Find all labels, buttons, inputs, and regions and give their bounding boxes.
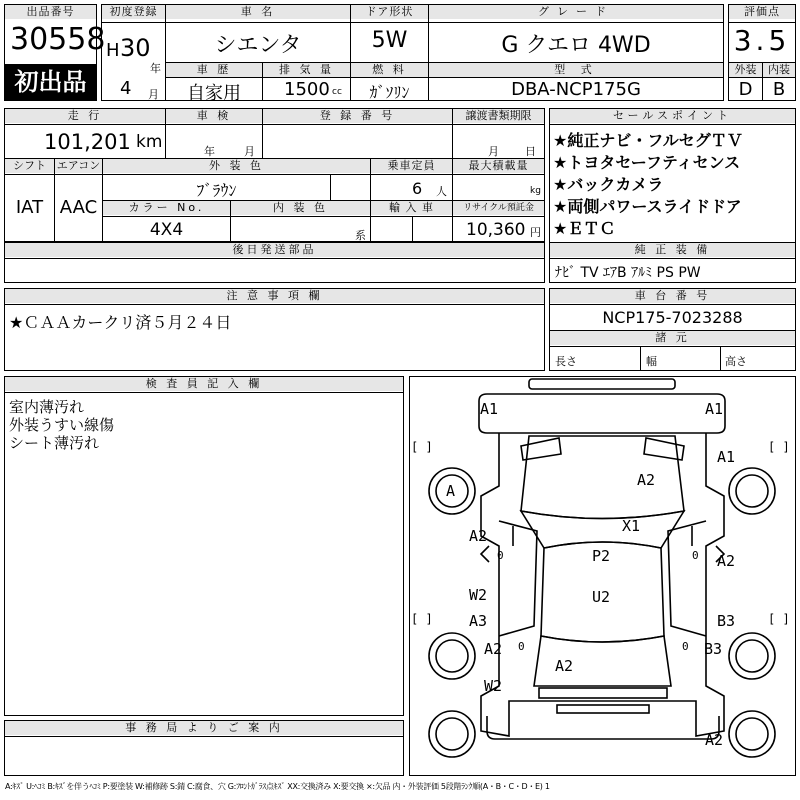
color-no-label: カラー No. bbox=[103, 201, 230, 215]
damage-mark: A1 bbox=[717, 448, 736, 466]
first-reg-month: 4 bbox=[120, 78, 132, 99]
damage-mark: X1 bbox=[622, 517, 641, 535]
selling-point: ★バックカメラ bbox=[553, 175, 664, 194]
chassis-number: NCP175-7023288 bbox=[602, 308, 743, 327]
damage-mark: 0 bbox=[518, 640, 525, 653]
damage-mark: A1 bbox=[705, 400, 724, 418]
year-unit: 年 bbox=[150, 62, 161, 75]
fuel: ｶﾞｿﾘﾝ bbox=[369, 83, 410, 102]
damage-mark: W2 bbox=[484, 677, 503, 695]
transfer-day-unit: 日 bbox=[525, 145, 536, 158]
score: 3.5 bbox=[733, 24, 791, 57]
grade-label: グレード bbox=[429, 5, 723, 19]
transfer-month-unit: 月 bbox=[488, 145, 499, 158]
damage-mark: 0 bbox=[692, 549, 699, 562]
capacity-unit: 人 bbox=[436, 185, 447, 198]
era: H bbox=[106, 40, 120, 61]
interior-color-unit: 系 bbox=[355, 229, 366, 242]
history: 自家用 bbox=[187, 83, 241, 104]
transfer-label: 譲渡書類期限 bbox=[453, 109, 544, 123]
recycle-fee: 10,360 bbox=[466, 220, 526, 240]
cc-unit: cc bbox=[332, 87, 342, 97]
exterior-grade: D bbox=[738, 79, 753, 100]
first-reg-label: 初度登録 bbox=[102, 5, 165, 19]
damage-mark: A2 bbox=[717, 552, 736, 570]
notes-text: ★ＣＡＡカークリ済５月２４日 bbox=[9, 313, 232, 332]
reg-no-label: 登 録 番 号 bbox=[263, 109, 452, 123]
damage-mark: P2 bbox=[592, 547, 611, 565]
damage-mark: A2 bbox=[469, 527, 488, 545]
car-name-label: 車 名 bbox=[166, 5, 350, 19]
damage-mark: [ ] bbox=[411, 440, 433, 454]
length-label: 長さ bbox=[555, 355, 577, 368]
ac-label: エアコン bbox=[56, 159, 101, 172]
shift-label: シフト bbox=[5, 159, 54, 173]
damage-mark: W2 bbox=[469, 586, 488, 604]
mileage-label: 走 行 bbox=[5, 109, 165, 123]
damage-mark: A2 bbox=[637, 471, 656, 489]
interior-label: 内装 bbox=[763, 63, 795, 77]
damage-mark: 0 bbox=[682, 640, 689, 653]
capacity-label: 乗車定員 bbox=[371, 159, 452, 173]
month-unit: 月 bbox=[148, 88, 159, 101]
office-label: 事 務 局 よ り ご 案 内 bbox=[5, 721, 403, 735]
legend: A:ｷｽﾞ U:ﾍｺﾐ B:ｷｽﾞを伴うﾍｺﾐ P:要塗装 W:補修跡 S:錆 C:腐食、穴 G:ﾌﾛﾝﾄｶﾞﾗｽ点ｷｽﾞ XX:交換済み X:要交換 ×:欠品 内・外装評価 5段階ﾗﾝｸ順(A・B・C・D・E) 1 bbox=[5, 782, 550, 791]
displacement: 1500 bbox=[284, 79, 330, 100]
lot-label: 出品番号 bbox=[5, 5, 96, 19]
model-code: DBA-NCP175G bbox=[511, 79, 641, 100]
height-label: 高さ bbox=[725, 355, 747, 368]
damage-mark: [ ] bbox=[768, 612, 790, 626]
selling-point: ★ＥＴＣ bbox=[553, 219, 616, 238]
history-label: 車 歴 bbox=[166, 63, 262, 77]
recycle-unit: 円 bbox=[530, 226, 541, 239]
damage-mark: 0 bbox=[497, 549, 504, 562]
damage-mark: A2 bbox=[484, 640, 503, 658]
car-diagram bbox=[409, 376, 796, 776]
specs-grid bbox=[4, 108, 545, 242]
dims-label: 諸 元 bbox=[550, 331, 795, 345]
fuel-label: 燃 料 bbox=[351, 63, 428, 77]
inspector-note: シート薄汚れ bbox=[9, 434, 100, 452]
damage-mark: A2 bbox=[555, 657, 574, 675]
insp-year-unit: 年 bbox=[204, 145, 215, 158]
door-type: 5W bbox=[371, 28, 408, 53]
selling-points-label: セールスポイント bbox=[550, 109, 795, 123]
damage-mark: [ ] bbox=[411, 612, 433, 626]
mileage: 101,201 bbox=[44, 130, 131, 154]
later-parts-label: 後日発送部品 bbox=[5, 243, 544, 257]
width-label: 幅 bbox=[646, 355, 657, 368]
score-label: 評価点 bbox=[729, 5, 795, 19]
insp-month-unit: 月 bbox=[244, 145, 255, 158]
exterior-label: 外装 bbox=[729, 63, 762, 77]
ac: AAC bbox=[59, 197, 98, 218]
import-label: 輸 入 車 bbox=[371, 201, 452, 215]
door-label: ドア形状 bbox=[351, 5, 428, 19]
km-unit: km bbox=[136, 132, 163, 152]
damage-mark: A1 bbox=[480, 400, 499, 418]
grade: G クエロ 4WD bbox=[501, 33, 651, 58]
displacement-label: 排 気 量 bbox=[263, 63, 350, 77]
notes-label: 注 意 事 項 欄 bbox=[5, 289, 544, 303]
capacity: 6 bbox=[412, 179, 423, 198]
first-reg-year: 30 bbox=[120, 34, 151, 62]
damage-mark: A2 bbox=[705, 731, 724, 749]
lot-number: 30558 bbox=[10, 22, 106, 57]
load-unit: kg bbox=[530, 186, 541, 196]
damage-mark: B3 bbox=[704, 640, 723, 658]
equipment: ﾅﾋﾞ TV ｴｱB ｱﾙﾐ PS PW bbox=[555, 265, 701, 281]
damage-mark: B3 bbox=[717, 612, 736, 630]
inspector-note: 外装うすい線傷 bbox=[9, 416, 115, 434]
interior-grade: B bbox=[772, 79, 786, 100]
damage-mark: A3 bbox=[469, 612, 488, 630]
interior-color-label: 内 装 色 bbox=[231, 201, 370, 215]
color-label: 外 装 色 bbox=[103, 159, 370, 173]
inspection-label: 車 検 bbox=[166, 109, 262, 123]
color-no: 4X4 bbox=[149, 220, 184, 240]
equipment-label: 純 正 装 備 bbox=[550, 243, 795, 257]
selling-point: ★両側パワースライドドア bbox=[553, 197, 742, 216]
damage-mark: A bbox=[446, 482, 456, 500]
exterior-color: ﾌﾞﾗｳﾝ bbox=[196, 181, 237, 200]
selling-point: ★トヨタセーフティセンス bbox=[553, 153, 741, 172]
chassis-label: 車 台 番 号 bbox=[550, 289, 795, 303]
load-label: 最大積載量 bbox=[453, 159, 544, 173]
first-listing-badge: 初出品 bbox=[5, 64, 96, 100]
selling-point: ★純正ナビ・フルセグＴＶ bbox=[553, 131, 743, 150]
inspector-note: 室内薄汚れ bbox=[9, 398, 85, 416]
damage-mark: U2 bbox=[592, 588, 611, 606]
car-name: シエンタ bbox=[214, 33, 302, 58]
recycle-label: リサイクル預託金 bbox=[453, 201, 544, 215]
inspector-label: 検 査 員 記 入 欄 bbox=[5, 377, 403, 391]
model-label: 型 式 bbox=[429, 63, 723, 77]
shift: IAT bbox=[15, 197, 44, 218]
damage-mark: [ ] bbox=[768, 440, 790, 454]
